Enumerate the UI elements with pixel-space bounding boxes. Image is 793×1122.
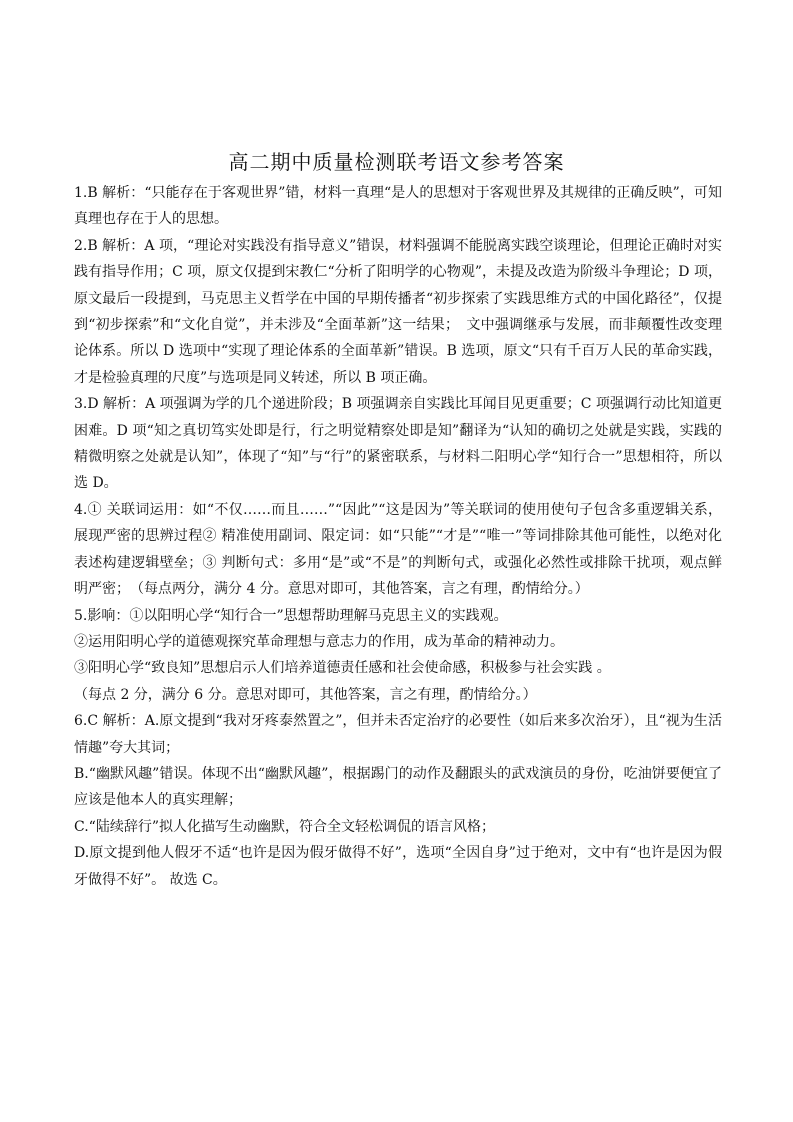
document-title: 高二期中质量检测联考语文参考答案 <box>228 150 565 174</box>
answer-4: 4.① 关联词运用：如“不仅……而且……”“因此”“这是因为”等关联词的使用使句子包含多重逻辑关系，展现严密的思辨过程② 精准使用副词、限定词：如“只能”“才是”“唯一”等词排除其他可能性，以绝对化表述构建逻辑壁垒；③ 判断句式：多用“是”或“不是”的判断句式，或强化必然性或排除干扰项，观点鲜明严密； （每点两分，满分 4 分。意思对即可，其他答案，言之有理，酌情给分。） <box>74 501 722 598</box>
answer-body <box>74 180 722 893</box>
answer-2: 2.B 解析：A 项，“理论对实践没有指导意义”错误，材料强调不能脱离实践空谈理论，但理论正确时对实践有指导作用；C 项，原文仅提到宋教仁“分析了阳明学的心物观”，未提及改造为阶级斗争理论；D 项，原文最后一段提到，马克思主义哲学在中国的早期传播者“初步探索了实践思维方式的中国化路径”，仅提到“初步探索”和“文化自觉”，并未涉及“全面革新”这一结果； 文中强调继承与发展，而非颠覆性改变理论体系。所以 D 选项中“实现了理论体系的全面革新”错误。B 选项，原文“只有千百万人民的革命实践，才是检验真理的尺度”与选项是同义转述，所以 B 项正确。 <box>74 237 722 386</box>
answer-5-intro: 5.影响：①以阳明心学“知行合一”思想帮助理解马克思主义的实践观。 <box>74 607 508 624</box>
answer-6-c: C.“陆续辞行”拟人化描写生动幽默，符合全文轻松调侃的语言风格； <box>74 818 495 835</box>
answer-1: 1.B 解析：“只能存在于客观世界”错，材料一真理“是人的思想对于客观世界及其规律的正确反映”，可知真理也存在于人的思想。 <box>74 185 722 228</box>
answer-5-scoring: （每点 2 分，满分 6 分。意思对即可，其他答案，言之有理，酌情给分。） <box>74 686 537 703</box>
answer-5-point-2: ②运用阳明心学的道德观探究革命理想与意志力的作用，成为革命的精神动力。 <box>74 633 564 650</box>
answer-5-point-3: ③阳明心学“致良知”思想启示人们培养道德责任感和社会使命感，积极参与社会实践 。 <box>74 660 611 677</box>
answer-3: 3.D 解析：A 项强调为学的几个递进阶段；B 项强调亲自实践比耳闻目见更重要；C 项强调行动比知道更困难。D 项“知之真切笃实处即是行，行之明觉精察处即是知”翻译为“认知的确切之处就是实践，实践的精微明察之处就是认知”，体现了“知”与“行”的紧密联系，与材料二阳明心学“知行合一”思想相符，所以选 D。 <box>74 396 722 492</box>
answer-6-d: D.原文提到他人假牙不适“也许是因为假牙做得不好”，选项“全因自身”过于绝对，文中有“也许是因为假牙做得不好”。 故选 C。 <box>74 845 722 888</box>
answer-6-a: 6.C 解析：A.原文提到“我对牙疼泰然置之”，但并未否定治疗的必要性（如后来多次治牙），且“视为生活情趣”夸大其词； <box>74 713 722 756</box>
answer-6-b: B.“幽默风趣”错误。体现不出“幽默风趣”，根据踢门的动作及翻跟头的武戏演员的身份，吃油饼要便宜了应该是他本人的真实理解； <box>74 765 722 809</box>
